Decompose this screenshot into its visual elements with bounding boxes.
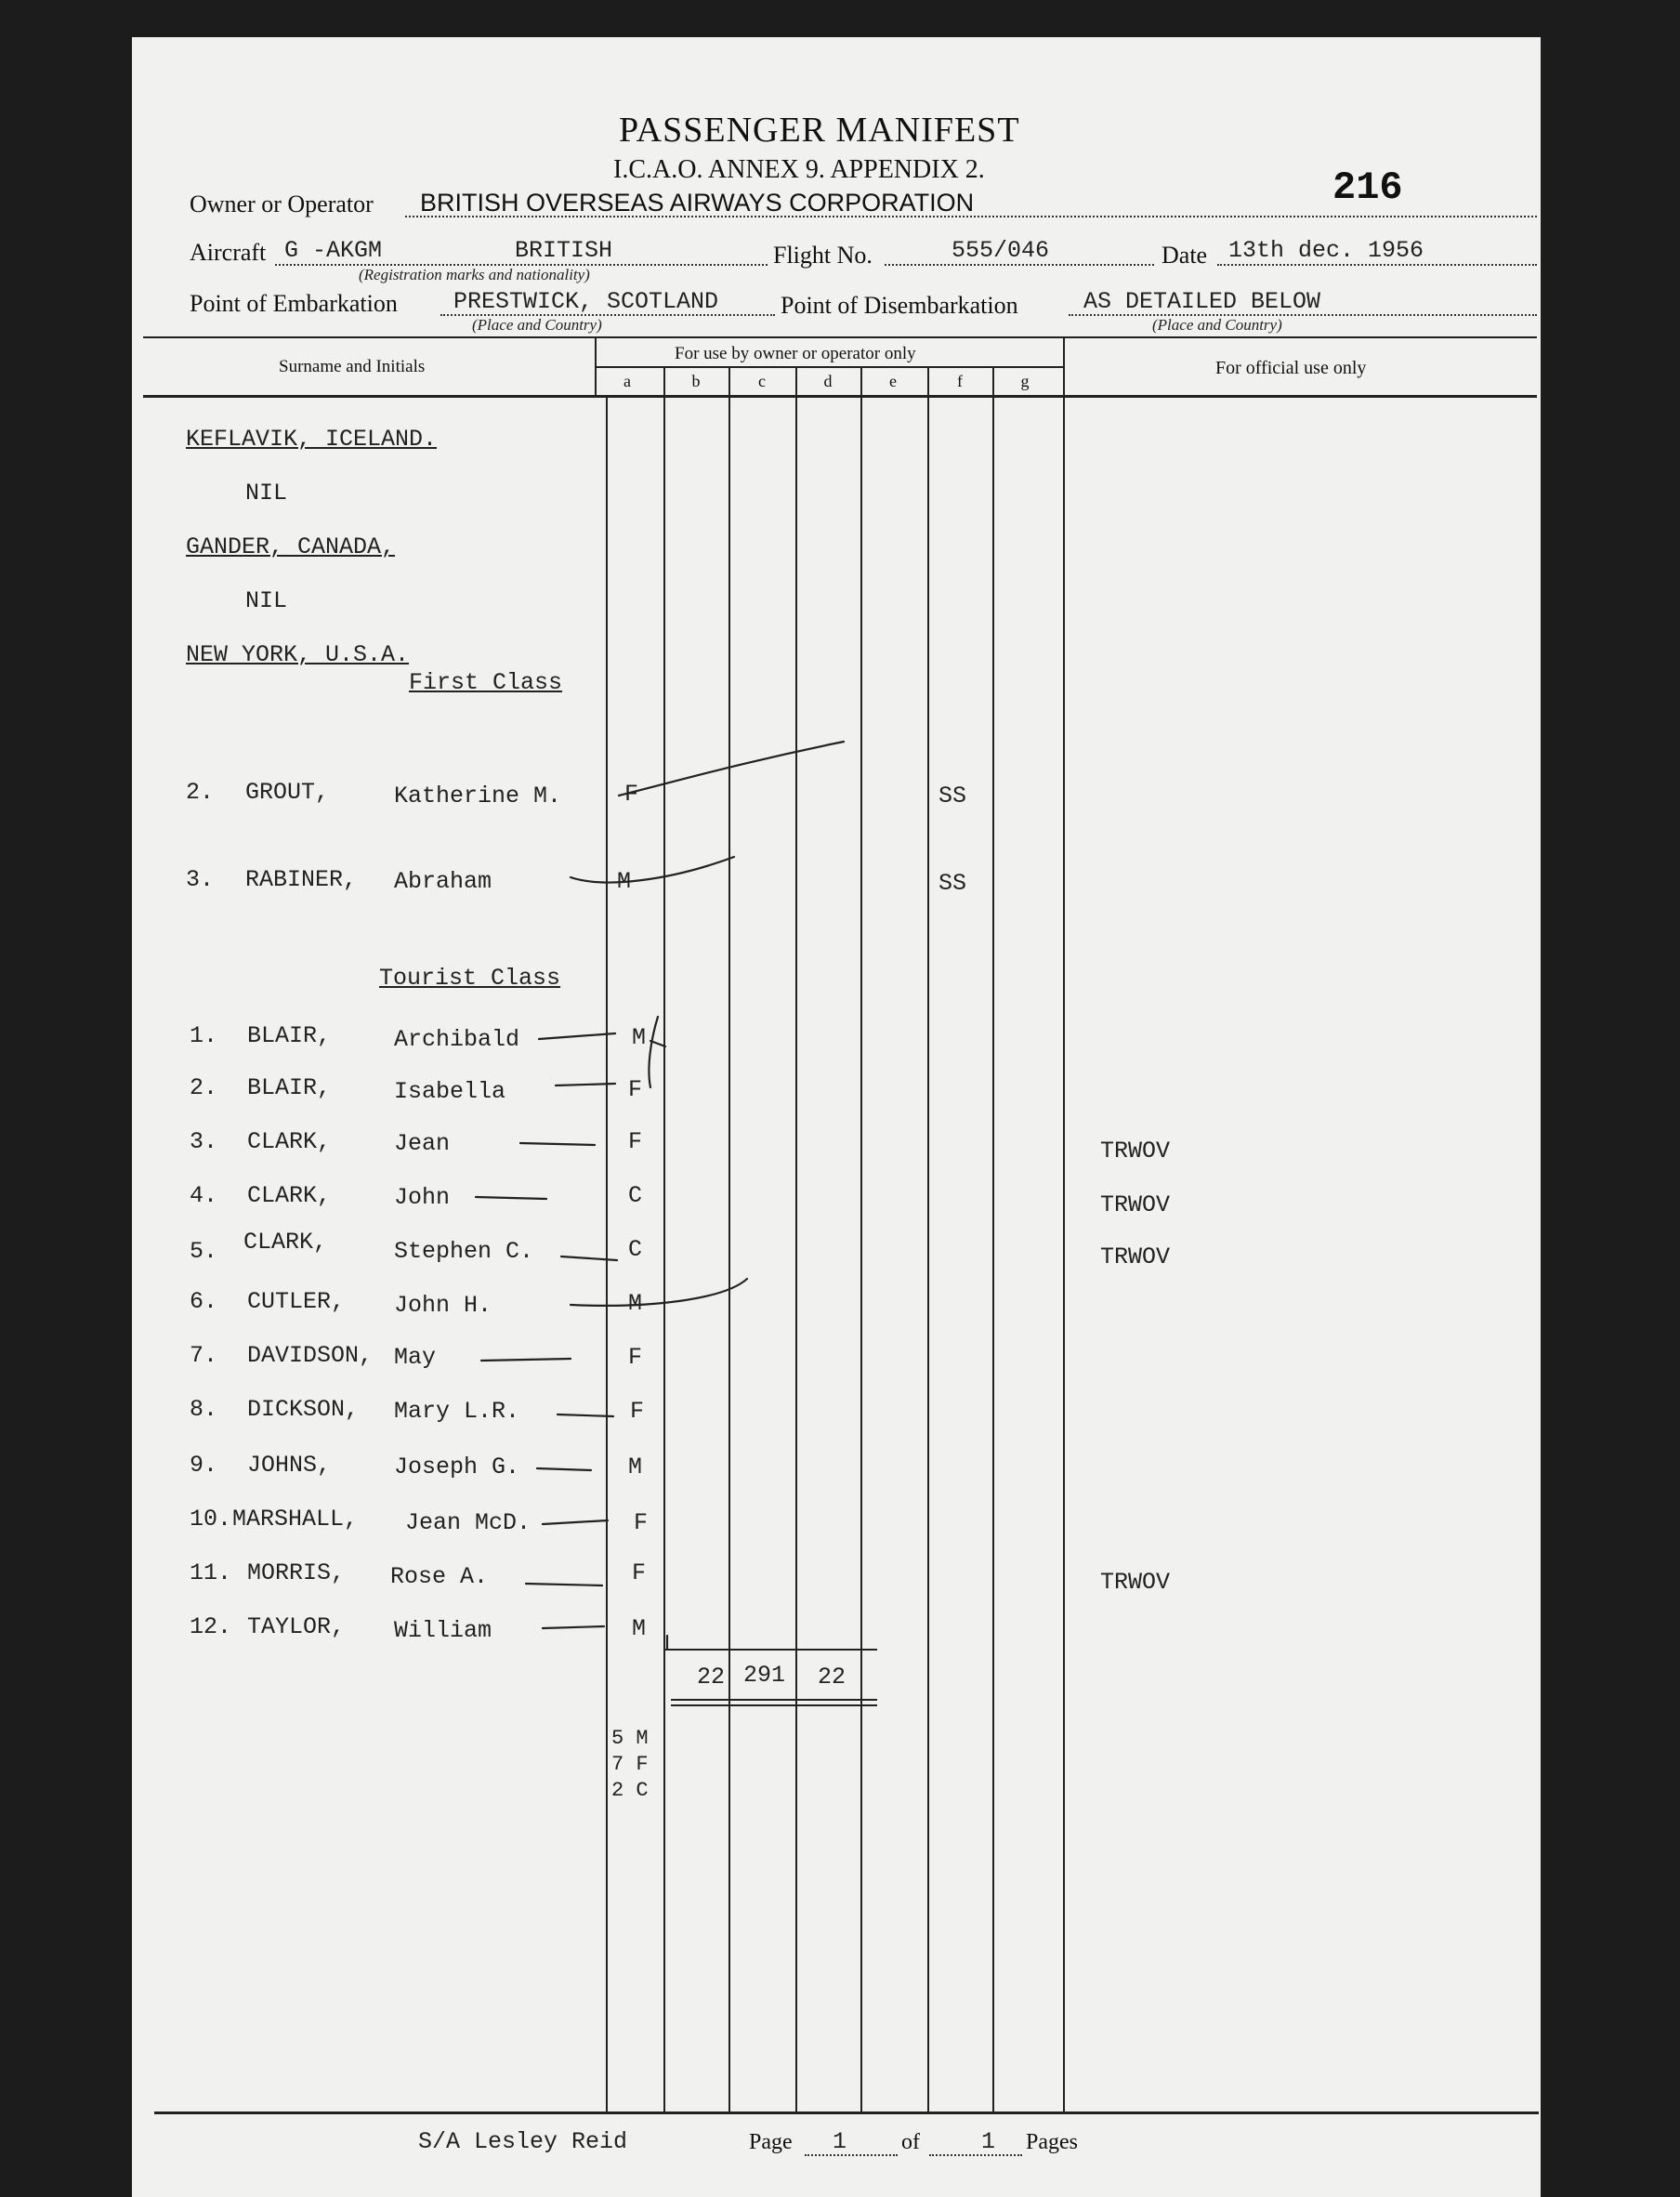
aircraft-note: (Registration marks and nationality) [359, 266, 590, 283]
dash-dickson-icon [558, 1414, 613, 1416]
row-given-name: Jean [394, 1130, 451, 1157]
dash-clark-jean-icon [520, 1143, 595, 1145]
row-number: 2. [186, 779, 215, 806]
row-number: 8. [190, 1396, 218, 1423]
dash-blair-a-icon [539, 1033, 615, 1039]
dash-clark-john-icon [476, 1197, 546, 1199]
row-surname: TAYLOR, [247, 1613, 346, 1640]
date-value: 13th dec. 1956 [1228, 237, 1424, 264]
row-surname: CLARK, [247, 1128, 332, 1155]
summary-female: 7 F [611, 1753, 649, 1776]
row-number: 9. [190, 1452, 218, 1479]
page-subtitle: I.C.A.O. ANNEX 9. APPENDIX 2. [613, 155, 985, 184]
col-header-g: g [1020, 372, 1030, 390]
aircraft-nationality: BRITISH [515, 237, 613, 264]
row-given-name: Katherine M. [394, 783, 562, 809]
total-c: 291 [743, 1662, 786, 1689]
embark-value: PRESTWICK, SCOTLAND [453, 288, 719, 315]
row-official: TRWOV [1100, 1191, 1171, 1218]
row-col-a: F [628, 1128, 643, 1155]
row-col-a: M [628, 1290, 643, 1317]
flight-value: 555/046 [952, 237, 1050, 264]
row-given-name: Jean McD. [405, 1509, 532, 1536]
row-col-a: F [628, 1344, 643, 1371]
strike-rabiner-icon [571, 857, 734, 882]
dash-marshall-icon [543, 1520, 608, 1524]
section-keflavik-nil: NIL [245, 480, 288, 506]
row-given-name: Rose A. [390, 1563, 489, 1590]
owner-value: BRITISH OVERSEAS AIRWAYS CORPORATION [420, 189, 975, 217]
row-number: 1. [190, 1022, 218, 1049]
dash-blair-i-icon [556, 1084, 615, 1085]
section-gander-nil: NIL [245, 587, 288, 614]
row-surname: DAVIDSON, [247, 1342, 374, 1369]
row-given-name: Archibald [394, 1026, 520, 1053]
row-official: TRWOV [1100, 1569, 1171, 1596]
disembark-value: AS DETAILED BELOW [1083, 288, 1321, 315]
row-number: 12. [190, 1613, 232, 1640]
row-number: 4. [190, 1182, 218, 1209]
row-col-a: C [628, 1236, 643, 1263]
aircraft-reg: G -AKGM [284, 237, 383, 264]
page-number: 216 [1332, 165, 1403, 210]
footer-of-line [929, 2154, 1022, 2156]
row-surname: DICKSON, [247, 1396, 360, 1423]
flight-label: Flight No. [773, 242, 873, 269]
row-col-a: M [632, 1615, 647, 1642]
row-number: 5. [190, 1238, 218, 1265]
footer-page-line [805, 2154, 898, 2156]
section-first-class: First Class [409, 669, 563, 696]
section-tourist-class: Tourist Class [379, 965, 561, 992]
row-surname: GROUT, [245, 779, 330, 806]
row-given-name: John [394, 1184, 451, 1211]
row-col-a: F [632, 1559, 647, 1586]
row-col-f: SS [938, 783, 967, 809]
row-number: 3. [190, 1128, 218, 1155]
section-newyork: NEW YORK, U.S.A. [186, 641, 410, 668]
row-given-name: Abraham [394, 868, 492, 895]
row-given-name: Stephen C. [394, 1238, 534, 1265]
row-col-a: C [628, 1182, 643, 1209]
footer-of-value: 1 [981, 2128, 996, 2155]
col-header-b: b [691, 372, 701, 390]
footer-page-label: Page [749, 2130, 793, 2154]
row-surname: MARSHALL, [232, 1506, 359, 1533]
row-col-a: M [632, 1024, 647, 1051]
row-given-name: Isabella [394, 1078, 506, 1105]
total-d: 22 [818, 1664, 847, 1691]
embark-label: Point of Embarkation [190, 290, 398, 317]
total-b: 22 [697, 1664, 726, 1691]
row-surname: JOHNS, [247, 1452, 332, 1479]
summary-male: 5 M [611, 1727, 649, 1750]
footer-pages-label: Pages [1026, 2130, 1078, 2154]
section-gander: GANDER, CANADA, [186, 533, 396, 560]
col-header-official: For official use only [1215, 358, 1367, 378]
row-surname: BLAIR, [247, 1074, 332, 1101]
dash-johns-icon [537, 1468, 591, 1470]
col-header-d: d [823, 372, 833, 390]
col-header-owner: For use by owner or operator only [675, 344, 916, 363]
row-col-a: F [630, 1398, 645, 1425]
col-header-e: e [889, 372, 897, 390]
col-header-name: Surname and Initials [279, 357, 426, 376]
row-col-f: SS [938, 870, 967, 897]
row-number: 11. [190, 1559, 232, 1586]
row-surname: BLAIR, [247, 1022, 332, 1049]
row-surname: CLARK, [243, 1229, 328, 1256]
col-header-a: a [623, 372, 631, 390]
row-given-name: Joseph G. [394, 1454, 520, 1480]
page-title: PASSENGER MANIFEST [619, 111, 1020, 150]
date-label: Date [1162, 242, 1208, 269]
row-surname: RABINER, [245, 866, 358, 893]
row-given-name: Mary L.R. [394, 1398, 520, 1425]
section-keflavik: KEFLAVIK, ICELAND. [186, 426, 438, 453]
row-surname: CLARK, [247, 1182, 332, 1209]
summary-child: 2 C [611, 1779, 649, 1802]
footer-page-value: 1 [833, 2128, 847, 2155]
col-header-f: f [957, 372, 963, 390]
dash-clark-stephen-icon [561, 1256, 617, 1260]
bracket-mark-1-icon [649, 1017, 665, 1087]
disembark-note: (Place and Country) [1152, 316, 1282, 334]
row-col-a: M [617, 868, 632, 895]
strike-cutler-icon [571, 1279, 747, 1306]
footer-signer: S/A Lesley Reid [418, 2128, 628, 2155]
row-official: TRWOV [1100, 1243, 1171, 1270]
row-official: TRWOV [1100, 1138, 1171, 1164]
strike-grout-icon [619, 742, 844, 796]
row-number: 3. [186, 866, 215, 893]
row-col-a: F [628, 1076, 643, 1103]
row-given-name: May [394, 1344, 437, 1371]
col-header-c: c [758, 372, 766, 390]
row-number: 2. [190, 1074, 218, 1101]
row-number: 6. [190, 1288, 218, 1315]
dash-davidson-icon [481, 1359, 571, 1361]
row-given-name: John H. [394, 1292, 492, 1319]
row-number: 10. [190, 1506, 232, 1533]
dash-morris-icon [526, 1584, 602, 1585]
row-number: 7. [190, 1342, 218, 1369]
embark-note: (Place and Country) [472, 316, 602, 334]
dash-taylor-icon [543, 1626, 604, 1628]
owner-label: Owner or Operator [190, 191, 374, 217]
row-surname: CUTLER, [247, 1288, 346, 1315]
row-col-a: F [624, 781, 639, 808]
row-col-a: M [628, 1454, 643, 1480]
disembark-label: Point of Disembarkation [781, 292, 1018, 319]
row-col-a: F [634, 1509, 649, 1536]
row-given-name: William [394, 1617, 492, 1644]
footer-of-label: of [901, 2130, 920, 2154]
aircraft-label: Aircraft [190, 239, 267, 266]
row-surname: MORRIS, [247, 1559, 346, 1586]
